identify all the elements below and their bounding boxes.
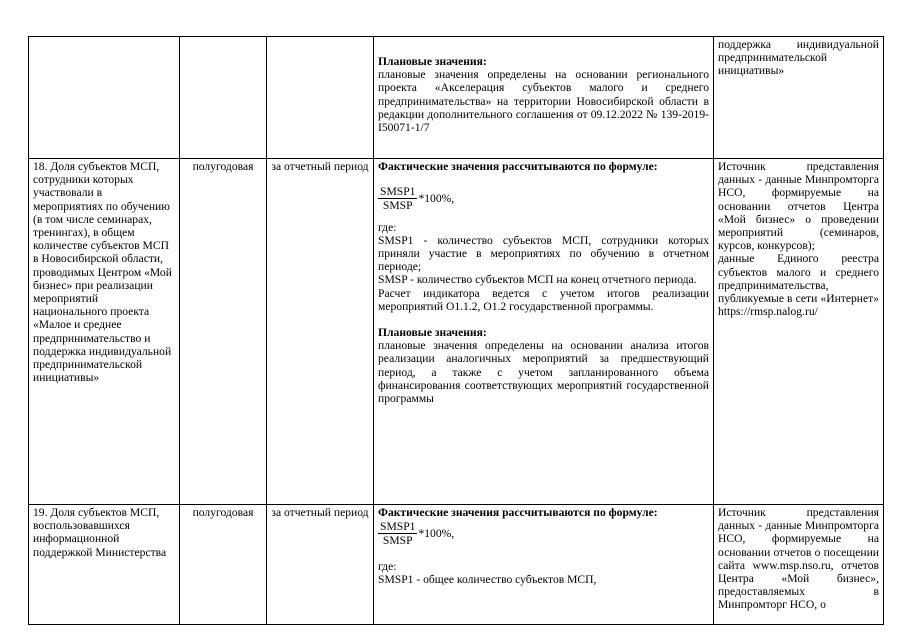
period-cell: за отчетный период <box>267 505 374 625</box>
period-cell: за отчетный период <box>267 159 374 505</box>
periodicity-cell: полугодовая <box>180 505 267 625</box>
method-cell <box>374 505 714 625</box>
indicator-name-cell: 18. Доля субъектов МСП, сотрудники которых участвовали в мероприятиях по обучению (в том числе семинарах, тренингах), в общем количестве субъектов МСП в Новосибирской области, проводимых Центром «Мой бизнес» при реализации мероприятий национального проекта «Малое и среднее предпринимательство и поддержка индивидуальной предпринимательской инициативы» <box>29 159 180 505</box>
definition-1: SMSP1 - количество субъектов МСП, сотрудники которых приняли участие в мероприятиях по обучению в отчетном периоде; <box>378 233 709 274</box>
formula-denominator: SMSP <box>382 199 413 213</box>
source-cell: поддержка индивидуальной предпринимательской инициативы» <box>714 37 884 159</box>
method-cell <box>374 37 714 159</box>
indicators-table <box>28 36 884 625</box>
formula <box>378 520 709 547</box>
source-paragraph-1: Источник представления данных - данные Минпромторга НСО, формируемые на основании отчетов Центра «Мой бизнес» о проведении мероприятий (семинаров, курсов, конкурсов); <box>718 160 879 253</box>
indicator-name-cell <box>29 37 180 159</box>
formula-tail: *100%, <box>418 527 455 541</box>
formula-denominator: SMSP <box>382 534 413 548</box>
table-row <box>29 37 884 159</box>
fraction <box>378 185 417 212</box>
period-cell <box>267 37 374 159</box>
fraction <box>378 520 417 547</box>
definition-1: SMSP1 - общее количество субъектов МСП, <box>378 572 597 586</box>
method-cell <box>374 159 714 505</box>
formula-numerator: SMSP1 <box>380 520 416 534</box>
table-row <box>29 505 884 625</box>
calc-note: Расчет индикатора ведется с учетом итогов реализации мероприятий О1.1.2, О1.2 государственной программы. <box>378 286 709 313</box>
planned-heading: Плановые значения: <box>378 326 487 340</box>
source-cell: Источник представления данных - данные Минпромторга НСО, формируемые на основании отчетов о посещении сайта www.msp.nso.ru, отчетов Центра «Мой бизнес», предоставляемых в Минпромторг НСО, о <box>714 505 884 625</box>
formula-numerator: SMSP1 <box>380 185 416 199</box>
source-cell <box>714 159 884 505</box>
definition-2: SMSP - количество субъектов МСП на конец отчетного периода. <box>378 273 697 287</box>
where-label: где: <box>378 559 397 573</box>
table-row <box>29 159 884 505</box>
formula-heading: Фактические значения рассчитываются по формуле: <box>378 506 658 519</box>
periodicity-cell: полугодовая <box>180 159 267 505</box>
periodicity-cell <box>180 37 267 159</box>
formula-tail: *100%, <box>418 192 455 206</box>
planned-text: плановые значения определены на основании регионального проекта «Акселерация субъектов малого и среднего предпринимательства» на территории Новосибирской области в редакции дополнительного соглашения от 09.12.2022 № 139-2019-I50071-1/7 <box>378 68 709 135</box>
formula <box>378 185 709 212</box>
where-label: где: <box>378 220 397 234</box>
planned-text: плановые значения определены на основании анализа итогов реализации аналогичных мероприятий за предшествующий период, а также с учетом запланированного объема финансирования соответствующих мероприятий государственной программы <box>378 339 709 406</box>
source-paragraph-2: данные Единого реестра субъектов малого и среднего предпринимательства, публикуемые в сети «Интернет» https://rmsp.nalog.ru/ <box>718 252 879 319</box>
indicator-name-cell: 19. Доля субъектов МСП, воспользовавшихся информационной поддержкой Министерства <box>29 505 180 625</box>
formula-heading: Фактические значения рассчитываются по формуле: <box>378 160 658 173</box>
planned-heading: Плановые значения: <box>378 55 487 68</box>
